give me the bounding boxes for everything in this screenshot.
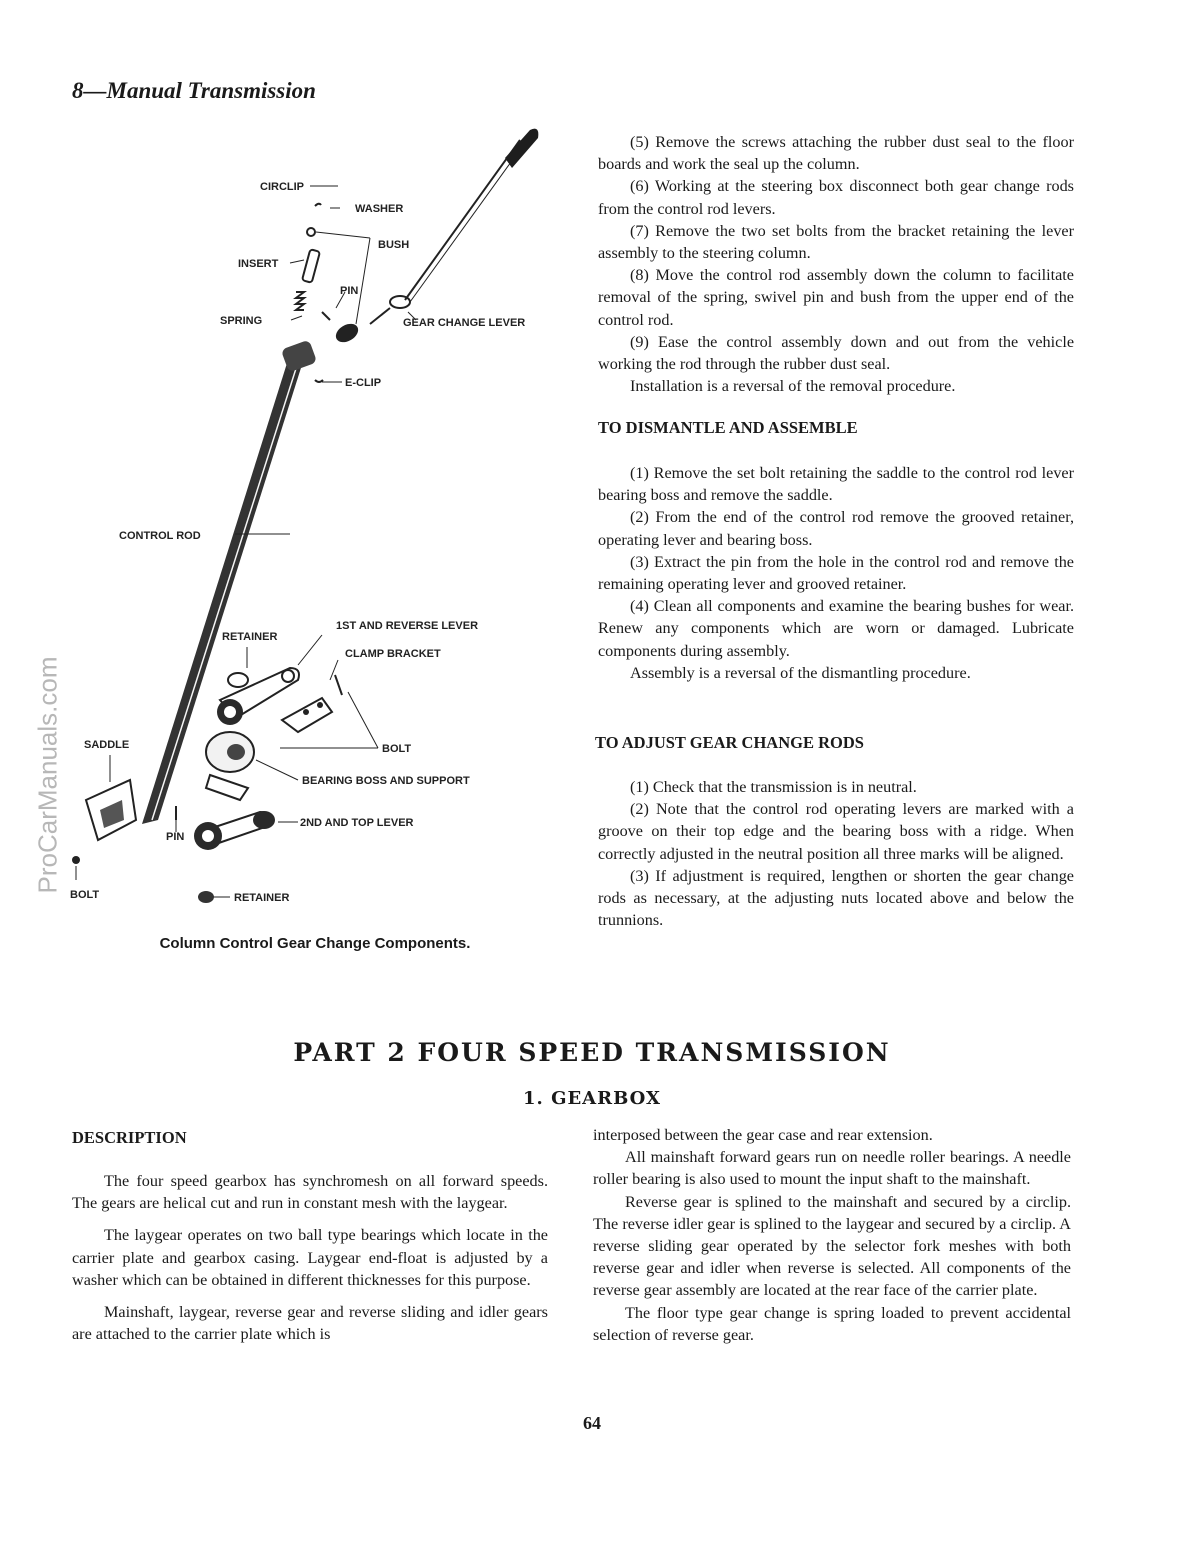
dismantle-step: (2) From the end of the control rod remove the grooved retainer, operating lever and bearing boss. [598, 508, 1074, 549]
label-second-top-lever: 2ND AND TOP LEVER [300, 817, 414, 829]
label-circlip: CIRCLIP [260, 181, 304, 193]
label-bolt-right: BOLT [382, 743, 412, 755]
label-retainer-bottom: RETAINER [234, 892, 290, 904]
description-paragraph: The laygear operates on two ball type bearings which locate in the carrier plate and gearbox casing. Laygear end-float is adjusted by a washer which can be obtained in different thicknesses for this purpose. [72, 1226, 548, 1289]
dismantle-step: (1) Remove the set bolt retaining the saddle to the control rod lever bearing boss and remove the saddle. [598, 464, 1074, 505]
label-gear-change-lever: GEAR CHANGE LEVER [403, 317, 526, 329]
page-header: 8—Manual Transmission [72, 78, 316, 103]
eclip-shape [315, 380, 323, 382]
label-bearing-boss: BEARING BOSS AND SUPPORT [302, 775, 470, 787]
bearing-boss-shape [206, 732, 254, 800]
removal-step: (9) Ease the control assembly down and out from the vehicle working the rod through the rubber dust seal. [598, 332, 1074, 374]
dismantle-step: (3) Extract the pin from the hole in the control rod and remove the remaining operating lever and grooved retainer. [598, 552, 1074, 594]
description-paragraph: Mainshaft, laygear, reverse gear and reverse sliding and idler gears are attached to the carrier plate which is [72, 1303, 548, 1344]
description-paragraph: interposed between the gear case and rear extension. [593, 1126, 933, 1144]
label-eclip: E-CLIP [345, 377, 382, 389]
retainer-bottom-shape [198, 891, 214, 903]
label-washer: WASHER [355, 203, 404, 215]
dismantle-step: (4) Clean all components and examine the bearing bushes for wear. Renew any components which are worn or damaged. Lubricate components during assembly. [598, 597, 1074, 660]
description-right [593, 1124, 1071, 1346]
bolt-left-shape [72, 856, 80, 864]
dismantle-heading: TO DISMANTLE AND ASSEMBLE [598, 418, 858, 437]
description-left [72, 1170, 548, 1355]
installation-note: Installation is a reversal of the removal procedure. [630, 377, 956, 396]
removal-steps [598, 131, 1074, 397]
page-number: 64 [583, 1413, 601, 1433]
part-title: PART 2 FOUR SPEED TRANSMISSION [293, 1038, 891, 1067]
removal-step: (8) Move the control rod assembly down the column to facilitate removal of the spring, swivel pin and bush from the upper end of the control rod. [598, 266, 1074, 329]
adjust-steps [598, 776, 1074, 931]
second-top-lever-shape [194, 811, 275, 850]
label-bolt-left: BOLT [70, 889, 100, 901]
insert-shape [302, 249, 320, 282]
label-control-rod: CONTROL ROD [119, 530, 201, 542]
clamp-bracket-shape [282, 698, 332, 732]
watermark-text: ProCarManuals.com [32, 656, 63, 894]
assembly-note: Assembly is a reversal of the dismantling procedure. [630, 663, 971, 682]
adjust-step: (3) If adjustment is required, lengthen or shorten the gear change rods as necessary, at the adjusting nuts located above and below the trunnions. [598, 866, 1074, 930]
removal-step: (6) Working at the steering box disconnect both gear change rods from the control rod levers. [598, 177, 1074, 218]
label-pin-top: PIN [340, 285, 359, 297]
description-paragraph: The floor type gear change is spring loaded to prevent accidental selection of reverse gear. [593, 1303, 1071, 1344]
description-paragraph: The four speed gearbox has synchromesh on all forward speeds. The gears are helical cut and run in constant mesh with the laygear. [72, 1172, 548, 1213]
label-insert: INSERT [238, 258, 279, 270]
label-pin-bottom: PIN [166, 831, 185, 843]
label-bush: BUSH [378, 239, 410, 251]
retainer-top-shape [228, 673, 248, 687]
removal-step: (5) Remove the screws attaching the rubber dust seal to the floor boards and work the seal up the column. [598, 133, 1074, 174]
figure-caption: Column Control Gear Change Components. [159, 935, 471, 952]
diagram-svg [60, 120, 570, 930]
dismantle-steps [598, 462, 1074, 684]
bolt-right-shape [335, 675, 342, 695]
label-saddle: SADDLE [84, 739, 130, 751]
label-spring: SPRING [220, 315, 263, 327]
saddle-shape [86, 780, 136, 840]
label-retainer-top: RETAINER [222, 631, 278, 643]
exploded-diagram [60, 120, 570, 930]
description-paragraph: All mainshaft forward gears run on needle roller bearings. A needle roller bearing is also used to mount the input shaft to the mainshaft. [593, 1148, 1071, 1189]
gear-change-lever [370, 129, 538, 324]
adjust-heading: TO ADJUST GEAR CHANGE RODS [595, 733, 864, 752]
circlip-shape [315, 204, 321, 206]
description-heading: DESCRIPTION [72, 1128, 187, 1147]
washer-shape [307, 228, 315, 236]
adjust-step: (1) Check that the transmission is in neutral. [630, 778, 917, 796]
label-clamp-bracket: CLAMP BRACKET [345, 648, 441, 660]
removal-step: (7) Remove the two set bolts from the bracket retaining the lever assembly to the steering column. [598, 221, 1074, 263]
bush-shape [333, 320, 362, 346]
description-paragraph: Reverse gear is splined to the mainshaft and secured by a circlip. The reverse idler gear is splined to the laygear and secured by a circlip. A reverse sliding gear operated by the selector fork meshes with both reverse gear and idler when reverse is selected. All components of the reverse gear assembly are located at the rear face of the carrier plate. [593, 1192, 1071, 1300]
adjust-step: (2) Note that the control rod operating levers are marked with a groove on their top edge and the bearing boss with a ridge. When correctly adjusted in the neutral position all three marks will be aligned. [598, 800, 1074, 863]
label-first-reverse-lever: 1ST AND REVERSE LEVER [336, 620, 479, 632]
section-title: 1. GEARBOX [523, 1088, 661, 1109]
spring-shape [296, 292, 304, 310]
pin-shape [322, 312, 330, 320]
